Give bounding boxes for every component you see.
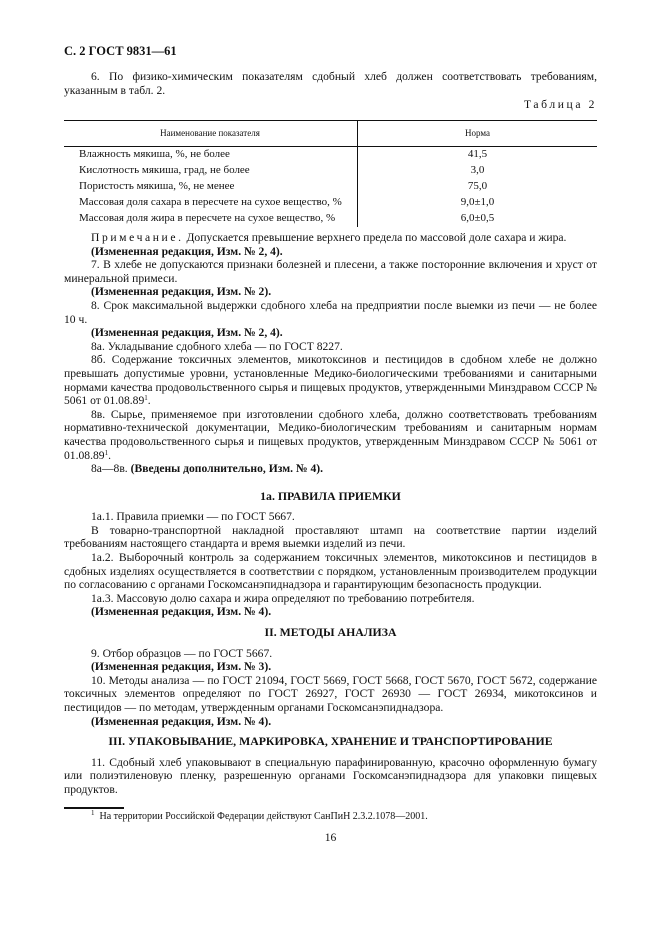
table-note: [64, 231, 597, 245]
amendment-note: (Введены дополнительно, Изм. № 4).: [130, 462, 324, 476]
cell-name: Кислотность мякиша, град, не более: [79, 164, 250, 177]
table-row: [64, 147, 597, 164]
paragraph-8b: 8б. Содержание токсичных элементов, микотоксинов и пестицидов в сдобном хлебе не должно превышать допустимые уровни, установленные Медико-биологическими требованиями и санитарными нормами качества продовольственного сырья и пищевых продуктов, утвержденными Минздравом СССР № 5061 от 01.08.89$^1$.: [64, 353, 597, 408]
footnote-mark: 1: [104, 448, 109, 457]
note-label: Примечание.: [91, 231, 184, 244]
amendment-note: (Измененная редакция, Изм. № 2, 4).: [91, 326, 283, 340]
footnote-text: На территории Российской Федерации действуют СанПиН 2.3.2.1078—2001.: [99, 811, 428, 822]
footnote-mark: 1: [91, 809, 95, 817]
paragraph-8a: 8а. Укладывание сдобного хлеба — по ГОСТ 8227.: [91, 339, 343, 353]
paragraph-8: 8. Срок максимальной выдержки сдобного хлеба на предприятии после выемки из печи — не более 10 ч.: [64, 298, 597, 326]
cell-norm: 41,5: [467, 148, 488, 161]
amendment-note: (Измененная редакция, Изм. № 4).: [91, 605, 272, 619]
paragraph-1a-3: 1а.3. Массовую долю сахара и жира определяют по требованию потребителя.: [91, 591, 475, 605]
table-row: [64, 211, 597, 227]
prefix: 8а—8в.: [91, 462, 131, 476]
footnote-mark: 1: [144, 394, 148, 403]
cell-name: Пористость мякиша, %, не менее: [79, 180, 235, 193]
table-row: [64, 179, 597, 195]
paragraph-1a-1b: В товарно-транспортной накладной проставляют штамп на соответствие партии изделий требованиям настоящего стандарта и время выемки изделий из печи.: [64, 523, 597, 551]
paragraph-8v: 8в. Сырье, применяемое при изготовлении сдобного хлеба, должно соответствовать требованиям нормативно-технической документации, Медико-биологическим требованиям и санитарным нормам качества продовольственного сырья и пищевых продуктов, утвержденным Минздравом СССР № 5061 от 01.08.89$^1$.: [64, 407, 597, 462]
section-title-2: II. МЕТОДЫ АНАЛИЗА: [264, 625, 397, 640]
paragraph-8a-8v: [64, 462, 597, 476]
paragraph-6: 6. По физико-химическим показателям сдобный хлеб должен соответствовать требованиям, указанным в табл. 2.: [64, 70, 597, 97]
cell-norm: 6,0±0,5: [460, 212, 495, 225]
column-header-name: Наименование показателя: [64, 121, 358, 147]
cell-norm: 75,0: [467, 180, 488, 193]
section-title-3: III. УПАКОВЫВАНИЕ, МАРКИРОВКА, ХРАНЕНИЕ И ТРАНСПОРТИРОВАНИЕ: [108, 734, 553, 749]
table-2: [64, 120, 597, 227]
amendment-note: (Измененная редакция, Изм. № 4).: [91, 714, 272, 728]
page-number: 16: [324, 831, 337, 844]
amendment-note: (Измененная редакция, Изм. № 2).: [91, 285, 272, 299]
paragraph-1a-1: 1а.1. Правила приемки — по ГОСТ 5667.: [91, 510, 295, 524]
amendment-note: (Измененная редакция, Изм. № 3).: [91, 660, 272, 674]
amendment-note: (Измененная редакция, Изм. № 2, 4).: [91, 244, 283, 258]
paragraph-11: 11. Сдобный хлеб упаковывают в специальную парафинированную, красочно оформленную бумагу или полиэтиленовую пленку, разрешенную органами Госкомсанэпиднадзора для упаковки пищевых продуктов.: [64, 755, 597, 796]
cell-name: Влажность мякиша, %, не более: [79, 148, 230, 161]
table-row: [64, 163, 597, 179]
paragraph-9: 9. Отбор образцов — по ГОСТ 5667.: [91, 646, 273, 660]
column-header-norm: Норма: [358, 121, 598, 147]
footnote: [64, 810, 597, 824]
page-header: С. 2 ГОСТ 9831—61: [64, 44, 177, 58]
table-caption: Таблица 2: [524, 98, 597, 112]
note-text: Допускается превышение верхнего предела по массовой доле сахара и жира.: [183, 231, 567, 244]
paragraph-1a-2: 1а.2. Выборочный контроль за содержанием токсичных элементов, микотоксинов и пестицидов в сдобных изделиях осуществляется в соответствии с порядком, установленным производителем продукции по согласованию с органами Госкомсанэпиднадзора и гарантирующим безопасность продукции.: [64, 551, 597, 592]
paragraph-10: 10. Методы анализа — по ГОСТ 21094, ГОСТ 5669, ГОСТ 5668, ГОСТ 5670, ГОСТ 5672, содержание токсичных элементов определяют по ГОСТ 26927, ГОСТ 26930 — ГОСТ 26934, микотоксинов и пестицидов — по методам, утвержденным органами Госкомсанэпиднадзора.: [64, 673, 597, 714]
cell-name: Массовая доля жира в пересчете на сухое вещество, %: [79, 212, 336, 225]
cell-norm: 3,0: [470, 164, 485, 177]
table-row: [64, 195, 597, 211]
table-header-row: [64, 121, 597, 147]
paragraph-8v-text: 8в. Сырье, применяемое при изготовлении сдобного хлеба, должно соответствовать требованиям нормативно-технической документации, Медико-биологическим требованиям и санитарным нормам качества продовольственного сырья и пищевых продуктов, утвержденным Минздравом СССР № 5061 от 01.08.89: [64, 407, 597, 462]
cell-name: Массовая доля сахара в пересчете на сухое вещество, %: [79, 196, 342, 209]
paragraph-7: 7. В хлебе не допускаются признаки болезней и плесени, а также посторонние включения и хруст от минеральной примеси.: [64, 258, 597, 285]
cell-norm: 9,0±1,0: [460, 196, 495, 209]
paragraph-8b-text: 8б. Содержание токсичных элементов, микотоксинов и пестицидов в сдобном хлебе не должно превышать допустимые уровни, установленные Медико-биологическими требованиями и санитарными нормами качества продовольственного сырья и пищевых продуктов, утвержденными Минздравом СССР № 5061 от 01.08.89: [64, 353, 597, 408]
section-title-1a: 1а. ПРАВИЛА ПРИЕМКИ: [260, 488, 401, 503]
